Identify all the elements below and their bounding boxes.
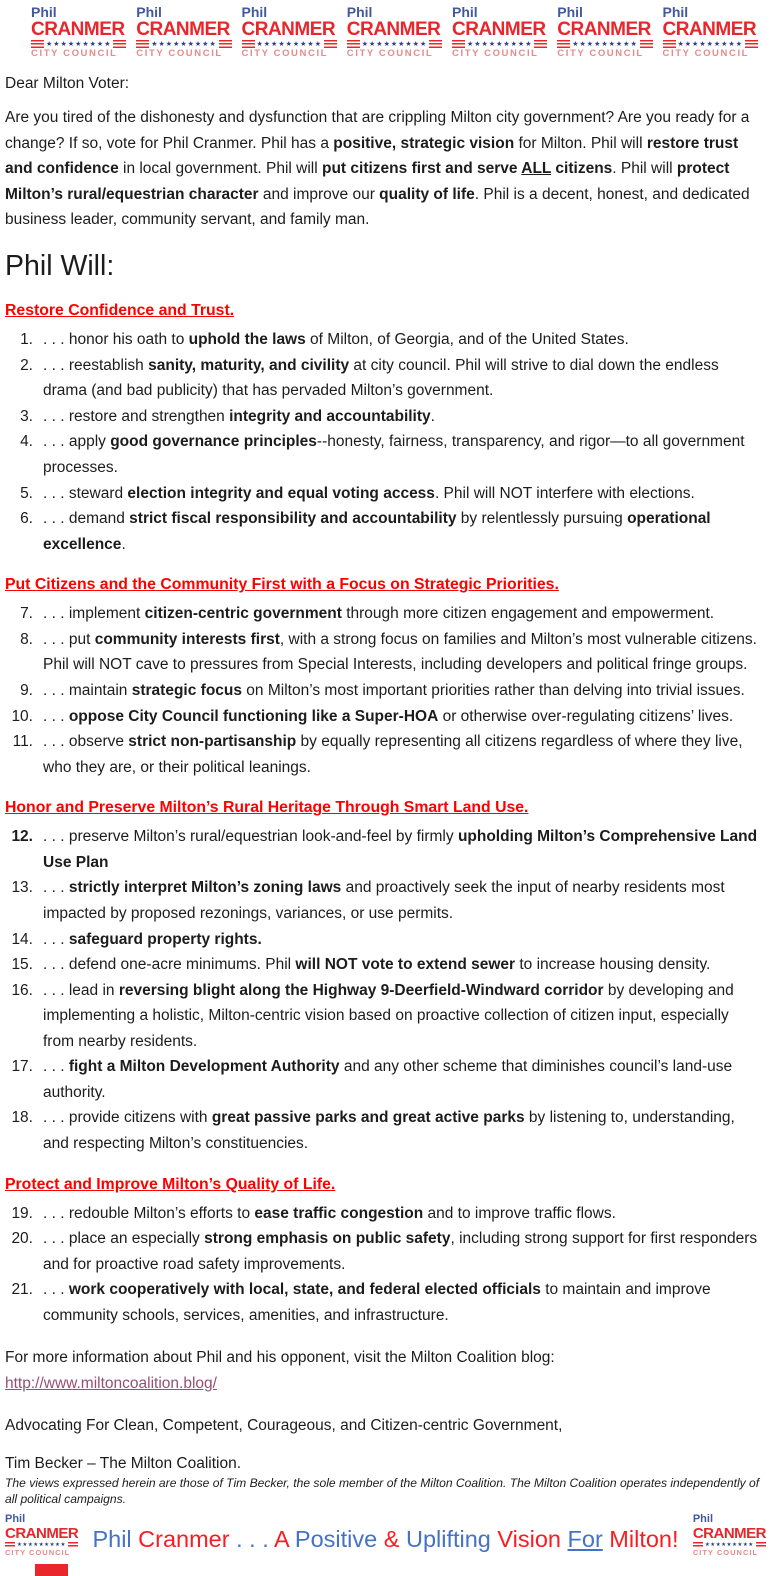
campaign-logo (136, 5, 231, 59)
logo-last-name: CRANMER (31, 19, 125, 40)
text-segment: by equally representing all citizens regardless of where they live, who they are, or their political leanings. (43, 733, 743, 776)
text-segment: & (383, 1525, 406, 1552)
item-number: 6. (20, 510, 33, 528)
text-segment: ease traffic congestion (254, 1204, 424, 1222)
list-item (5, 704, 766, 730)
text-segment: Are you tired of the dishonesty and dysfunction that are crippling Milton city government? Are you ready for a change? If so, vote for Phil Cranmer. Phil has a (5, 109, 750, 152)
item-text (43, 1054, 766, 1105)
text-segment: . (430, 407, 435, 425)
platform-section (5, 1172, 766, 1329)
logo-office: CITY COUNCIL (136, 48, 223, 59)
item-number: 12. (11, 828, 33, 846)
disclaimer-text: The views expressed herein are those of Tim Becker, the sole member of the Milton Coalition. The Milton Coalition operates independently of all political campaigns. (5, 1476, 760, 1506)
text-segment: . . . restore and strengthen (43, 407, 230, 425)
logo-first-name: Phil (452, 4, 478, 20)
text-segment: and to improve traffic flows. (423, 1204, 616, 1222)
item-number: 1. (20, 331, 33, 349)
text-segment: . (121, 535, 126, 553)
item-number: 13. (11, 879, 33, 897)
logo-first-name: Phil (557, 4, 583, 20)
campaign-logo (5, 1514, 78, 1557)
text-segment: positive, strategic vision (333, 134, 515, 152)
logo-first-name: Phil (5, 1513, 26, 1526)
logo-first-name: Phil (692, 1513, 713, 1526)
item-number: 18. (11, 1109, 33, 1127)
text-segment: . . . redouble Milton’s efforts to (43, 1204, 255, 1222)
stripes-icon (557, 40, 570, 48)
text-segment: . . . put (43, 630, 95, 648)
text-segment: citizen-centric government (144, 605, 342, 623)
text-segment: safeguard property rights. (68, 930, 262, 948)
logo-office: CITY COUNCIL (31, 48, 118, 59)
list-item (5, 1054, 766, 1105)
item-text (43, 927, 766, 953)
item-number: 11. (12, 733, 33, 751)
text-segment: community interests first (94, 630, 280, 648)
list-item (5, 1226, 766, 1277)
text-segment: , including strong support for first responders and for proactive road safety improvements. (43, 1230, 758, 1273)
logo-last-name: CRANMER (662, 19, 757, 40)
cutoff-red-graphic (35, 1564, 68, 1576)
section-title: Restore Confidence and Trust. (5, 302, 235, 320)
logo-first-name: Phil (136, 4, 162, 20)
item-text (43, 824, 766, 875)
text-segment: of Milton, of Georgia, and of the United States. (305, 331, 629, 349)
text-segment: Uplifting (405, 1525, 498, 1552)
campaign-logo (242, 5, 337, 59)
text-segment: citizens (551, 160, 613, 178)
item-text (43, 601, 766, 627)
item-text (43, 353, 766, 404)
platform-sections (5, 298, 766, 1328)
list-item (5, 678, 766, 704)
text-segment: . Phil is a decent, honest, and dedicated business leader, community servant, and family man. (5, 185, 750, 229)
text-segment: Positive (294, 1525, 384, 1552)
text-segment: and improve our (258, 185, 380, 203)
stars-icon: ★★★★★★★★★ (151, 40, 217, 48)
text-segment: . Phil will (612, 160, 677, 178)
list-item (5, 1105, 766, 1156)
logo-last-name: CRANMER (452, 19, 546, 40)
text-segment: election integrity and equal voting access (127, 484, 435, 502)
text-segment: at city council. Phil will strive to dial down the endless drama (and bad publicity) that has pervaded Milton’s government. (43, 356, 719, 400)
item-text (43, 481, 766, 507)
stripes-icon (756, 1542, 766, 1548)
stars-and-stripes-icon (557, 40, 652, 48)
logo-last-name: CRANMER (692, 1525, 766, 1543)
stripes-icon (429, 40, 442, 48)
item-number: 20. (11, 1230, 33, 1248)
text-segment: in local government. Phil will (118, 160, 322, 178)
campaign-logo (347, 5, 442, 59)
item-text (43, 1277, 766, 1328)
text-segment: restore trust and confidence (5, 134, 739, 178)
text-segment: fight a Milton Development Authority (68, 1058, 340, 1076)
item-text (43, 1201, 766, 1227)
list-item (5, 1277, 766, 1328)
logo-office: CITY COUNCIL (452, 48, 539, 59)
logo-office: CITY COUNCIL (662, 48, 750, 59)
text-segment: Phil (92, 1525, 139, 1552)
list-item (5, 353, 766, 404)
text-segment: strict non-partisanship (128, 733, 297, 751)
text-segment: on Milton’s most important priorities rather than delving into trivial issues. (242, 681, 745, 699)
text-segment: . . . demand (43, 510, 130, 528)
stars-icon: ★★★★★★★★★ (17, 1541, 66, 1548)
list-item (5, 429, 766, 480)
stars-and-stripes-icon (242, 40, 337, 48)
platform-section (5, 298, 766, 557)
text-segment: through more citizen engagement and empowerment. (341, 605, 715, 623)
item-number: 21. (11, 1281, 33, 1299)
text-segment: . . . provide citizens with (43, 1109, 212, 1127)
item-text (43, 1105, 766, 1156)
text-segment: For (567, 1525, 603, 1552)
logo-office: CITY COUNCIL (692, 1548, 759, 1558)
intro-paragraph (5, 105, 766, 233)
text-segment: . . . (43, 1281, 69, 1299)
item-text (43, 978, 766, 1055)
stripes-icon (347, 40, 360, 48)
item-number: 3. (20, 407, 33, 425)
logo-first-name: Phil (662, 4, 689, 20)
item-text (43, 327, 766, 353)
text-segment: Cranmer (138, 1525, 237, 1552)
item-number: 14. (11, 930, 33, 948)
item-number: 15. (11, 956, 33, 974)
stripes-icon (693, 1542, 703, 1548)
section-title: Put Citizens and the Community First with a Focus on Strategic Priorities. (5, 576, 559, 594)
item-number: 17. (11, 1058, 33, 1076)
item-number: 19. (11, 1204, 33, 1222)
section-title: Honor and Preserve Milton’s Rural Heritage Through Smart Land Use. (5, 799, 529, 817)
text-segment: Vision (497, 1525, 568, 1552)
text-segment: oppose City Council functioning like a Super-HOA (68, 707, 439, 725)
campaign-logo (31, 5, 126, 59)
footer-logo-right (693, 1514, 766, 1564)
stripes-icon (663, 40, 676, 48)
text-segment: protect Milton’s rural/equestrian character (5, 160, 730, 203)
stripes-icon (113, 40, 126, 48)
text-segment: . . . implement (43, 605, 145, 623)
item-text (43, 952, 766, 978)
logo-last-name: CRANMER (136, 19, 230, 40)
stripes-icon (68, 1542, 78, 1548)
text-segment: Milton! (602, 1525, 679, 1552)
stars-icon: ★★★★★★★★★ (361, 40, 428, 48)
logo-office: CITY COUNCIL (5, 1548, 71, 1558)
list-item (5, 481, 766, 507)
list-item (5, 404, 766, 430)
text-segment: . . . place an especially (43, 1230, 205, 1248)
text-segment: strictly interpret Milton’s zoning laws (68, 879, 342, 897)
logo-first-name: Phil (31, 4, 57, 20)
text-segment: , with a strong focus on families and Milton’s most vulnerable citizens. Phil will NOT cave to pressures from Special Interests, including developers and political fringe groups. (43, 630, 757, 674)
footer-logo-left (5, 1514, 78, 1564)
text-segment: strict fiscal responsibility and accountability (129, 510, 457, 528)
item-text (43, 506, 766, 557)
big-heading: Phil Will: (5, 249, 115, 282)
stripes-icon (452, 40, 465, 48)
text-segment: . . . (43, 930, 69, 948)
text-segment: A (274, 1525, 295, 1552)
item-number: 8. (20, 630, 33, 648)
text-segment: work cooperatively with local, state, and federal elected officials (68, 1281, 541, 1299)
text-segment: . . . defend one-acre minimums. Phil (43, 956, 296, 974)
text-segment: . . . maintain (43, 681, 132, 699)
text-segment: strategic focus (131, 681, 242, 699)
text-segment: and any other scheme that diminishes council’s land-use authority. (43, 1058, 733, 1101)
stars-icon: ★★★★★★★★★ (704, 1541, 754, 1548)
text-segment: . . . preserve Milton’s rural/equestrian look-and-feel by firmly (43, 828, 458, 846)
blog-link[interactable]: http://www.miltoncoalition.blog/ (5, 1375, 217, 1392)
footer-banner (5, 1514, 766, 1564)
stars-and-stripes-icon (452, 40, 547, 48)
text-segment: . . . apply (43, 433, 111, 451)
more-info-line (5, 1345, 766, 1396)
text-segment: to increase housing density. (515, 956, 711, 974)
text-segment: integrity and accountability (229, 407, 431, 425)
list-item (5, 927, 766, 953)
text-segment: . . . (43, 707, 69, 725)
section-title: Protect and Improve Milton’s Quality of Life. (5, 1175, 336, 1193)
list-item (5, 627, 766, 678)
list-item (5, 978, 766, 1055)
text-segment: . . . observe (43, 733, 129, 751)
text-segment: reversing blight along the Highway 9-Deerfield-Windward corridor (118, 981, 604, 999)
text-segment: good governance principles (110, 433, 317, 451)
stars-and-stripes-icon (5, 1542, 78, 1548)
text-segment: strong emphasis on public safety (204, 1230, 451, 1248)
logo-office: CITY COUNCIL (557, 48, 644, 59)
text-segment: . . . (43, 879, 69, 897)
stars-and-stripes-icon (693, 1542, 766, 1548)
list-item (5, 506, 766, 557)
text-segment: put citizens first and serve (322, 160, 522, 178)
list-item (5, 327, 766, 353)
stripes-icon (31, 40, 44, 48)
text-segment: uphold the laws (188, 331, 306, 349)
item-text (43, 678, 766, 704)
stars-icon: ★★★★★★★★★ (467, 40, 533, 48)
item-number: 9. (20, 681, 33, 699)
item-text (43, 1226, 766, 1277)
item-text (43, 404, 766, 430)
text-segment: for Milton. Phil will (514, 134, 647, 152)
text-segment: . . . lead in (43, 981, 119, 999)
text-segment: will NOT vote to extend sewer (295, 956, 516, 974)
item-number: 4. (20, 433, 33, 451)
stars-and-stripes-icon (136, 40, 231, 48)
stars-icon: ★★★★★★★★★ (46, 40, 112, 48)
item-number: 5. (20, 484, 33, 502)
advocating-line: Advocating For Clean, Competent, Courageous, and Citizen-centric Government, (5, 1416, 563, 1434)
item-text (43, 627, 766, 678)
footer-slogan (78, 1526, 693, 1553)
item-number: 7. (20, 605, 33, 623)
more-info-text: For more information about Phil and his opponent, visit the Milton Coalition blog: (5, 1349, 555, 1367)
text-segment: . . . honor his oath to (43, 331, 189, 349)
stripes-icon (5, 1542, 15, 1548)
text-segment: and proactively seek the input of nearby residents most impacted by proposed rezonings, variances, or use permits. (43, 879, 725, 922)
text-segment: quality of life (379, 185, 475, 203)
text-segment: or otherwise over-regulating citizens’ lives. (438, 707, 734, 725)
text-segment: sanity, maturity, and civility (148, 356, 350, 374)
campaign-logo (663, 5, 758, 59)
greeting: Dear Milton Voter: (5, 74, 130, 92)
list-item (5, 729, 766, 780)
text-segment: operational excellence (43, 510, 711, 553)
stars-and-stripes-icon (663, 40, 758, 48)
text-segment: by listening to, understanding, and respecting Milton’s constituencies. (43, 1109, 735, 1152)
item-number: 10. (11, 707, 33, 725)
text-segment: to maintain and improve community schools, services, amenities, and infrastructure. (43, 1281, 711, 1324)
list-item (5, 824, 766, 875)
list-item (5, 1201, 766, 1227)
stripes-icon (745, 40, 758, 48)
item-text (43, 704, 766, 730)
item-number: 16. (11, 981, 33, 999)
stripes-icon (324, 40, 337, 48)
logo-last-name: CRANMER (241, 19, 336, 40)
item-text (43, 729, 766, 780)
list-item (5, 601, 766, 627)
logo-office: CITY COUNCIL (241, 48, 329, 59)
campaign-logo (693, 1514, 766, 1557)
item-text (43, 429, 766, 480)
text-segment: upholding Milton’s Comprehensive Land Use Plan (43, 828, 758, 871)
platform-section (5, 572, 766, 780)
list-item (5, 875, 766, 926)
stripes-icon (136, 40, 149, 48)
stars-icon: ★★★★★★★★★ (677, 40, 743, 48)
stripes-icon (640, 40, 653, 48)
campaign-logo (452, 5, 547, 59)
platform-section (5, 795, 766, 1156)
text-segment: . . . steward (43, 484, 128, 502)
stars-and-stripes-icon (31, 40, 126, 48)
stars-and-stripes-icon (347, 40, 442, 48)
header-logo-row (5, 3, 766, 59)
text-segment: by relentlessly pursuing (456, 510, 628, 528)
item-text (43, 875, 766, 926)
text-segment: ALL (521, 160, 552, 178)
text-segment: . . . reestablish (43, 356, 149, 374)
stars-icon: ★★★★★★★★★ (256, 40, 322, 48)
logo-last-name: CRANMER (557, 19, 651, 40)
logo-first-name: Phil (241, 4, 268, 20)
item-number: 2. (20, 356, 33, 374)
stars-icon: ★★★★★★★★★ (572, 40, 638, 48)
logo-office: CITY COUNCIL (346, 48, 434, 59)
stripes-icon (219, 40, 232, 48)
stripes-icon (534, 40, 547, 48)
list-item (5, 952, 766, 978)
signature-line: Tim Becker – The Milton Coalition. (5, 1454, 242, 1472)
stripes-icon (242, 40, 255, 48)
logo-last-name: CRANMER (5, 1525, 79, 1543)
text-segment: . . . (43, 1058, 69, 1076)
logo-first-name: Phil (346, 4, 373, 20)
text-segment: great passive parks and great active parks (211, 1109, 525, 1127)
text-segment: by developing and implementing a holistic, Milton-centric vision based on proactive collection of citizen input, especially from nearby residents. (43, 981, 734, 1050)
text-segment: --honesty, fairness, transparency, and rigor—to all government processes. (43, 433, 745, 476)
text-segment: . Phil will NOT interfere with elections. (434, 484, 695, 502)
logo-last-name: CRANMER (346, 19, 441, 40)
text-segment: . . . (236, 1525, 274, 1552)
campaign-logo (557, 5, 652, 59)
